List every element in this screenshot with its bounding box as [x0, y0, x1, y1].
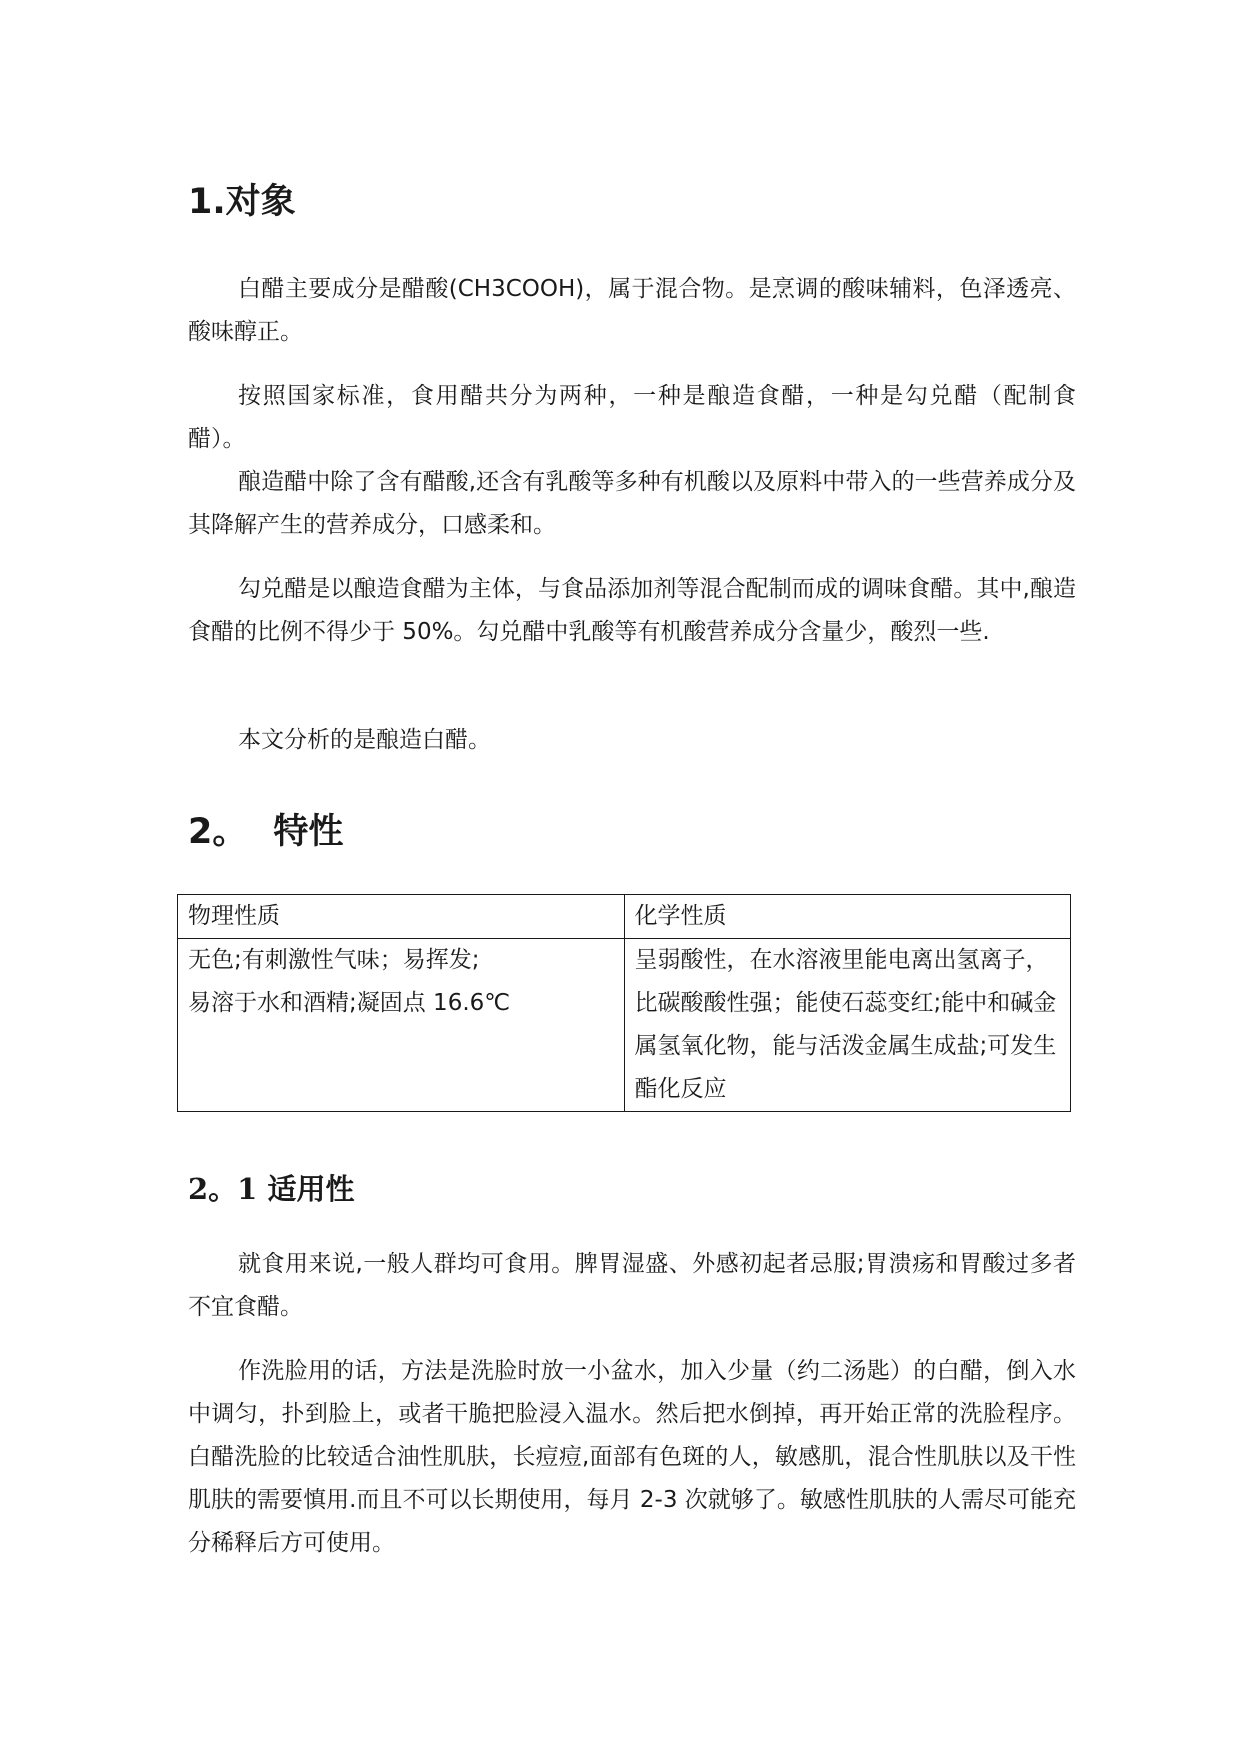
section-2-1-paragraph-1: 就食用来说,一般人群均可食用。脾胃湿盛、外感初起者忌服;胃溃疡和胃酸过多者不宜食醋。 [188, 1251, 1076, 1320]
properties-table [177, 894, 1071, 1112]
section-1-paragraph-4: 勾兑醋是以酿造食醋为主体，与食品添加剂等混合配制而成的调味食醋。其中,酿造食醋的比例不得少于 50%。勾兑醋中乳酸等有机酸营养成分含量少，酸烈一些. [188, 576, 1076, 645]
section-1-paragraph-5: 本文分析的是酿造白醋。 [238, 727, 491, 753]
section-2-1-paragraph-2: 作洗脸用的话，方法是洗脸时放一小盆水，加入少量（约二汤匙）的白醋，倒入水中调匀，扑到脸上，或者干脆把脸浸入温水。然后把水倒掉，再开始正常的洗脸程序。白醋洗脸的比较适合油性肌肤，长痘痘,面部有色斑的人，敏感肌，混合性肌肤以及干性肌肤的需要慎用.而且不可以长期使用，每月 2-3 次就够了。敏感性肌肤的人需尽可能充分稀释后方可使用。 [188, 1358, 1076, 1556]
table-header-physical: 物理性质 [178, 895, 625, 939]
physical-properties-cell [178, 939, 625, 1112]
table-header-chemical: 化学性质 [624, 895, 1071, 939]
section-2-heading-text: 特性 [273, 812, 344, 852]
section-2-heading [188, 810, 343, 854]
chemical-properties-cell: 呈弱酸性，在水溶液里能电离出氢离子，比碳酸酸性强；能使石蕊变红;能中和碱金属氢氧化物，能与活泼金属生成盐;可发生酯化反应 [624, 939, 1071, 1112]
section-1-paragraph-2: 按照国家标准，食用醋共分为两种，一种是酿造食醋，一种是勾兑醋（配制食醋）。 [188, 383, 1076, 452]
table-row [178, 939, 1071, 1112]
section-2-1-heading: 2。1 适用性 [188, 1172, 355, 1206]
physical-properties-line-2: 易溶于水和酒精;凝固点 16.6℃ [188, 990, 511, 1016]
table-header-row [178, 895, 1071, 939]
section-1-paragraph-3: 酿造醋中除了含有醋酸,还含有乳酸等多种有机酸以及原料中带入的一些营养成分及其降解产生的营养成分，口感柔和。 [188, 469, 1076, 538]
section-2-heading-number: 2。 [188, 812, 248, 852]
section-1-paragraph-1: 白醋主要成分是醋酸(CH3COOH)，属于混合物。是烹调的酸味辅料，色泽透亮、酸味醇正。 [188, 276, 1076, 345]
section-1-heading: 1.对象 [188, 182, 296, 222]
physical-properties-line-1: 无色;有刺激性气味；易挥发; [188, 947, 480, 973]
